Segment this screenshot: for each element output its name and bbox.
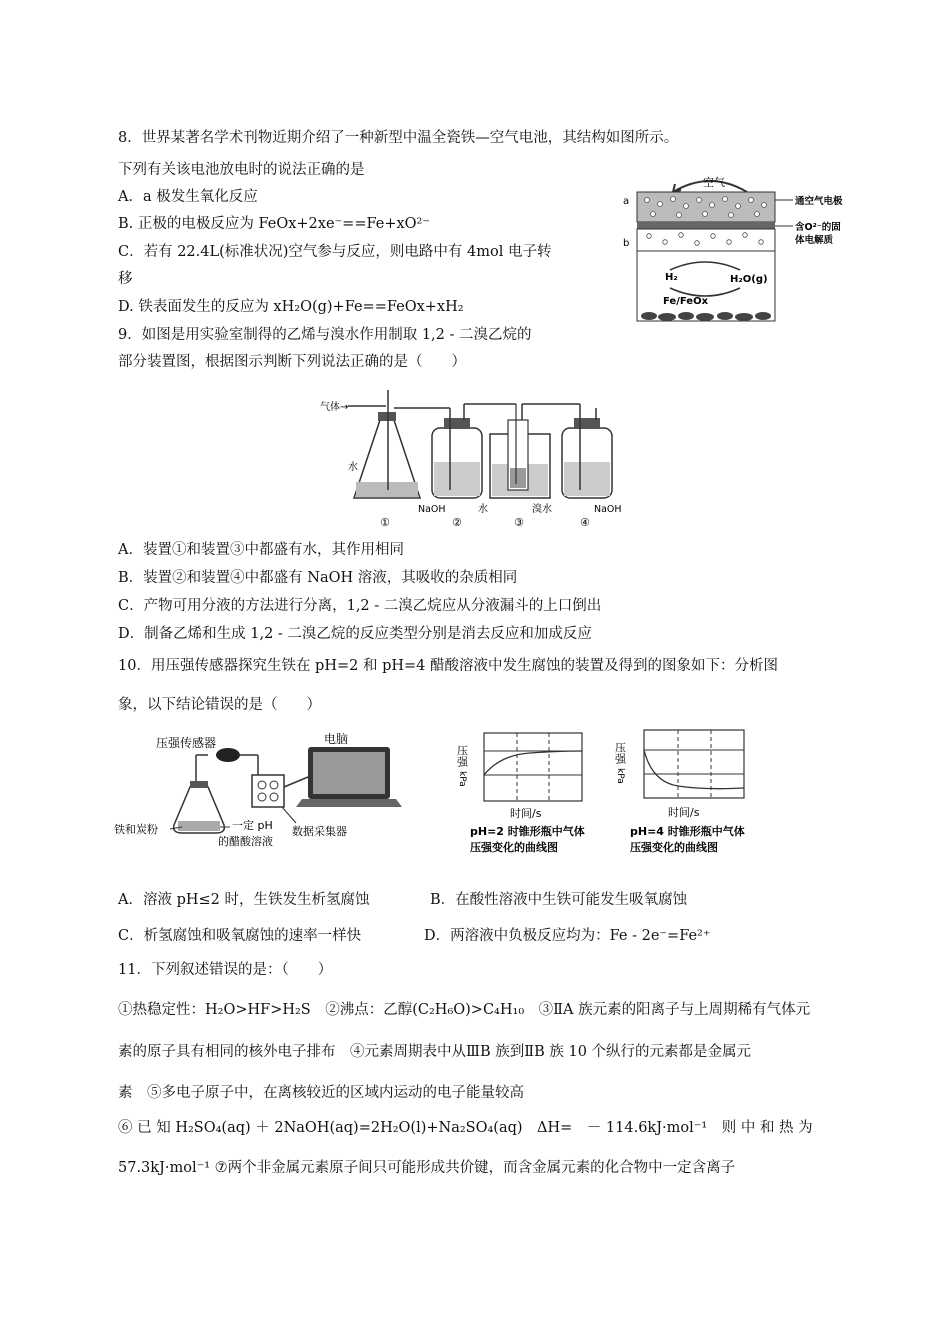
acid-label-1: 一定 pH <box>232 819 273 832</box>
q8-option-c-line2: 移 <box>118 271 133 287</box>
electrode-label: 通空气电极 <box>795 196 843 207</box>
q8-stem-line2: 下列有关该电池放电时的说法正确的是 <box>118 162 365 178</box>
q11-line1: ①热稳定性：H₂O>HF>H₂S ②沸点：乙醇(C₂H₆O)>C₄H₁₀ ③ⅡA 族元素的阳离子与上周期稀有气体元 <box>118 1002 811 1018</box>
naoh1-label: NaOH <box>418 504 446 515</box>
graph2-xlabel: 时间/s <box>668 806 700 819</box>
electrolyte-label-1: 含O²⁻的固 <box>795 222 841 233</box>
graph1-xlabel: 时间/s <box>510 807 542 820</box>
q8-option-a: A．a 极发生氧化反应 <box>118 189 258 205</box>
q9-stem-line2: 部分装置图，根据图示判断下列说法正确的是（ ） <box>118 354 466 370</box>
apparatus-2-number: ② <box>452 516 462 529</box>
label-b: b <box>623 238 630 249</box>
graph2-yunit: kPa <box>615 768 625 784</box>
computer-label: 电脑 <box>324 732 349 746</box>
apparatus-1-number: ① <box>380 516 390 529</box>
q10-option-c: C．析氢腐蚀和吸氧腐蚀的速率一样快 <box>118 928 362 944</box>
q10-option-b: B．在酸性溶液中生铁可能发生吸氧腐蚀 <box>430 892 688 908</box>
q11-stem: 11．下列叙述错误的是：（ ） <box>118 962 333 978</box>
gas-label: 气体→ <box>320 402 349 413</box>
apparatus-4-number: ④ <box>580 516 590 529</box>
label-a: a <box>623 196 630 207</box>
sensor-label: 压强传感器 <box>156 736 217 750</box>
bromine-label: 溴水 <box>532 504 552 515</box>
q11-line5: 57.3kJ·mol⁻¹ ⑦两个非金属元素原子间只可能形成共价键，而含金属元素的化合物中一定含离子 <box>118 1160 736 1176</box>
q9-option-a: A．装置①和装置③中都盛有水，其作用相同 <box>118 542 404 558</box>
graph1-caption-2: 压强变化的曲线图 <box>470 841 558 854</box>
water1-label: 水 <box>348 462 358 473</box>
q9-option-c: C．产物可用分液的方法进行分离，1,2 - 二溴乙烷应从分液漏斗的上口倒出 <box>118 598 602 614</box>
acid-label-2: 的醋酸溶液 <box>218 835 273 848</box>
apparatus-3-number: ③ <box>514 516 524 529</box>
q10-option-a: A．溶液 pH≤2 时，生铁发生析氢腐蚀 <box>118 892 370 908</box>
q10-stem-line2: 象，以下结论错误的是（ ） <box>118 697 321 713</box>
apparatus-diagram <box>318 380 638 530</box>
corrosion-setup-diagram <box>112 725 412 860</box>
graph1-yunit: kPa <box>457 771 467 787</box>
h2-label: H₂ <box>665 272 678 283</box>
q8-stem-line1: 8．世界某著名学术刊物近期介绍了一种新型中温全瓷铁—空气电池，其结构如图所示。 <box>118 130 679 146</box>
graph2-caption-2: 压强变化的曲线图 <box>630 841 718 854</box>
q11-line3: 素 ⑤多电子原子中，在离核较近的区域内运动的电子能量较高 <box>118 1085 524 1101</box>
q8-option-d: D. 铁表面发生的反应为 xH₂O(g)+Fe==FeOx+xH₂ <box>118 299 464 315</box>
q9-stem-line1: 9．如图是用实验室制得的乙烯与溴水作用制取 1,2 - 二溴乙烷的 <box>118 327 532 343</box>
ph4-pressure-graph <box>613 722 778 860</box>
collector-label: 数据采集器 <box>292 825 347 838</box>
graph1-caption-1: pH=2 时锥形瓶中气体 <box>470 825 585 838</box>
q8-option-b: B. 正极的电极反应为 FeOx+2xe⁻==Fe+xO²⁻ <box>118 216 431 232</box>
air-label: 空气 <box>703 176 725 189</box>
fe-label: Fe/FeOx <box>663 296 709 307</box>
ph2-pressure-graph <box>455 725 620 860</box>
graph1-ylabel: 压强 <box>455 745 469 767</box>
q9-option-d: D．制备乙烯和生成 1,2 - 二溴乙烷的反应类型分别是消去反应和加成反应 <box>118 626 592 642</box>
q10-option-d: D．两溶液中负极反应均为：Fe - 2e⁻=Fe²⁺ <box>424 928 711 944</box>
battery-diagram <box>615 170 855 330</box>
electrolyte-label-2: 体电解质 <box>795 235 834 246</box>
naoh2-label: NaOH <box>594 504 622 515</box>
q9-option-b: B．装置②和装置④中都盛有 NaOH 溶液，其吸收的杂质相同 <box>118 570 518 586</box>
q8-option-c-line1: C．若有 22.4L(标准状况)空气参与反应，则电路中有 4mol 电子转 <box>118 244 552 260</box>
h2o-label: H₂O(g) <box>730 274 768 285</box>
iron-label: 铁和炭粉 <box>114 823 158 836</box>
q11-line4: ⑥ 已 知 H₂SO₄(aq) ＋ 2NaOH(aq)=2H₂O(l)+Na₂SO₄(aq) ΔH= － 114.6kJ·mol⁻¹ 则 中 和 热 为 <box>118 1120 813 1136</box>
q11-line2: 素的原子具有相同的核外电子排布 ④元素周期表中从ⅢB 族到ⅡB 族 10 个纵行的元素都是金属元 <box>118 1044 752 1060</box>
water2-label: 水 <box>478 504 488 515</box>
graph2-caption-1: pH=4 时锥形瓶中气体 <box>630 825 745 838</box>
q10-stem-line1: 10．用压强传感器探究生铁在 pH=2 和 pH=4 醋酸溶液中发生腐蚀的装置及得到的图象如下：分析图 <box>118 658 778 674</box>
graph2-ylabel: 压强 <box>613 742 627 764</box>
